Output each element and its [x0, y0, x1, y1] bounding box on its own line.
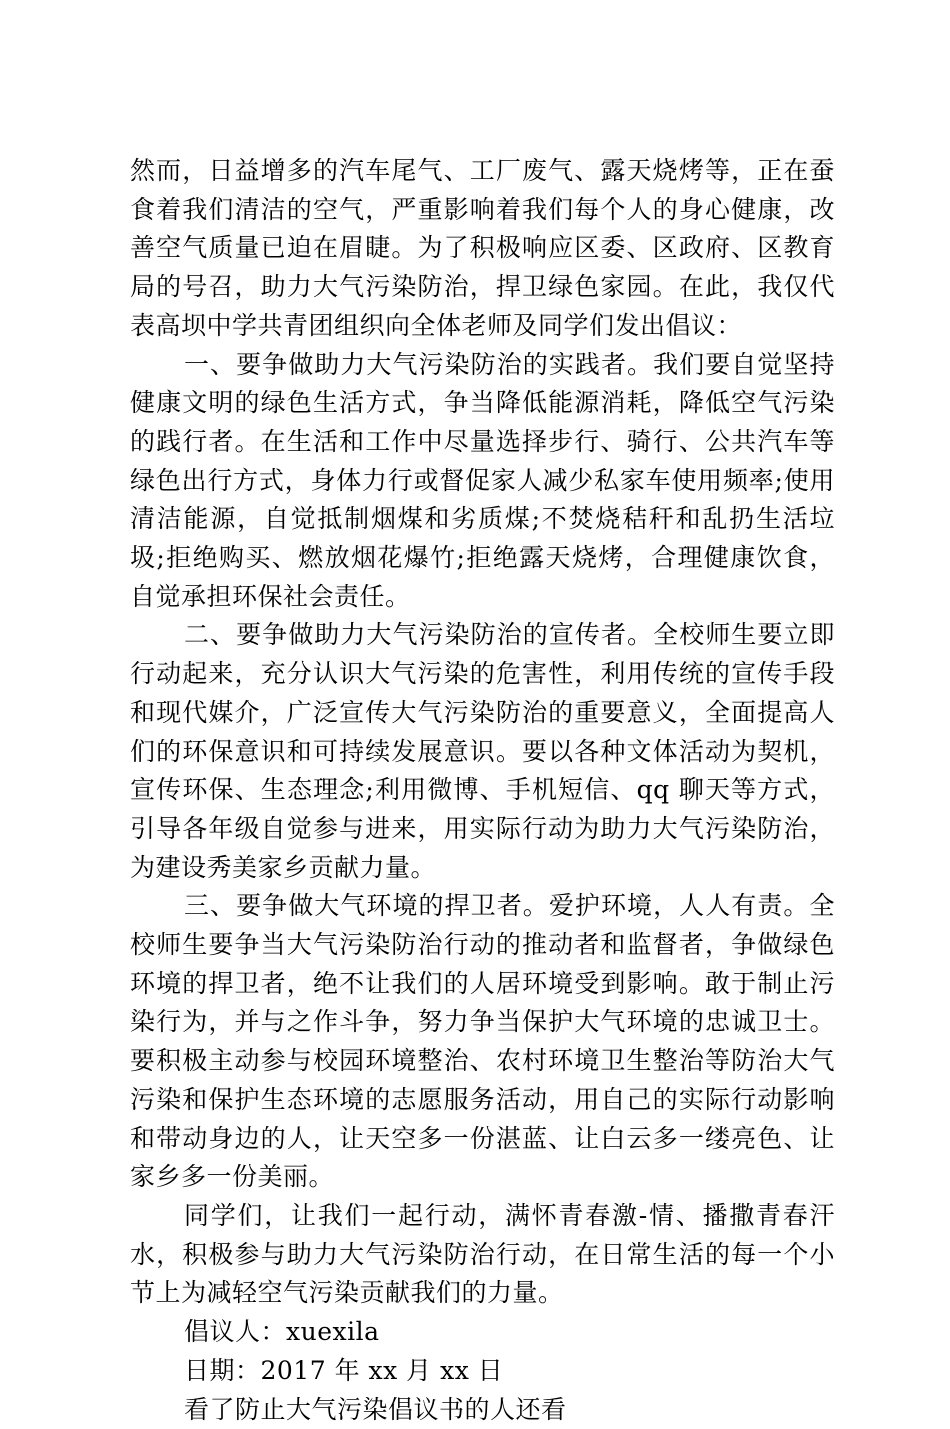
proposal-three-paragraph: 三、要争做大气环境的捍卫者。爱护环境，人人有责。全校师生要争当大气污染防治行动的推动者和监督者，争做绿色环境的捍卫者，绝不让我们的人居环境受到影响。敢于制止污染行为，并与之作斗争，努力争当保护大气环境的忠诚卫士。要积极主动参与校园环境整治、农村环境卫生整治等防治大气污染和保护生态环境的志愿服务活动，用自己的实际行动影响和带动身边的人，让天空多一份湛蓝、让白云多一缕亮色、让家乡多一份美丽。 — [130, 887, 835, 1197]
proposal-two-paragraph: 二、要争做助力大气污染防治的宣传者。全校师生要立即行动起来，充分认识大气污染的危害性，利用传统的宣传手段和现代媒介，广泛宣传大气污染防治的重要意义，全面提高人们的环保意识和可持续发展意识。要以各种文体活动为契机，宣传环保、生态理念;利用微博、手机短信、qq 聊天等方式，引导各年级自觉参与进来，用实际行动为助力大气污染防治，为建设秀美家乡贡献力量。 — [130, 616, 835, 887]
proposal-one-paragraph: 一、要争做助力大气污染防治的实践者。我们要自觉坚持健康文明的绿色生活方式，争当降低能源消耗，降低空气污染的践行者。在生活和工作中尽量选择步行、骑行、公共汽车等绿色出行方式，身体力行或督促家人减少私家车使用频率;使用清洁能源，自觉抵制烟煤和劣质煤;不焚烧秸秆和乱扔生活垃圾;拒绝购买、燃放烟花爆竹;拒绝露天烧烤，合理健康饮食，自觉承担环保社会责任。 — [130, 346, 835, 617]
date-line: 日期：2017 年 xx 月 xx 日 — [130, 1352, 835, 1391]
intro-paragraph: 然而，日益增多的汽车尾气、工厂废气、露天烧烤等，正在蚕食着我们清洁的空气，严重影响着我们每个人的身心健康，改善空气质量已迫在眉睫。为了积极响应区委、区政府、区教育局的号召，助力大气污染防治，捍卫绿色家园。在此，我仅代表高坝中学共青团组织向全体老师及同学们发出倡议： — [130, 152, 835, 346]
related-reading-line: 看了防止大气污染倡议书的人还看 — [130, 1391, 835, 1429]
signature-line: 倡议人：xuexila — [130, 1313, 835, 1352]
closing-paragraph: 同学们，让我们一起行动，满怀青春激-情、播撒青春汗水，积极参与助力大气污染防治行动，在日常生活的每一个小节上为减轻空气污染贡献我们的力量。 — [130, 1197, 835, 1313]
document-body — [130, 152, 835, 1429]
